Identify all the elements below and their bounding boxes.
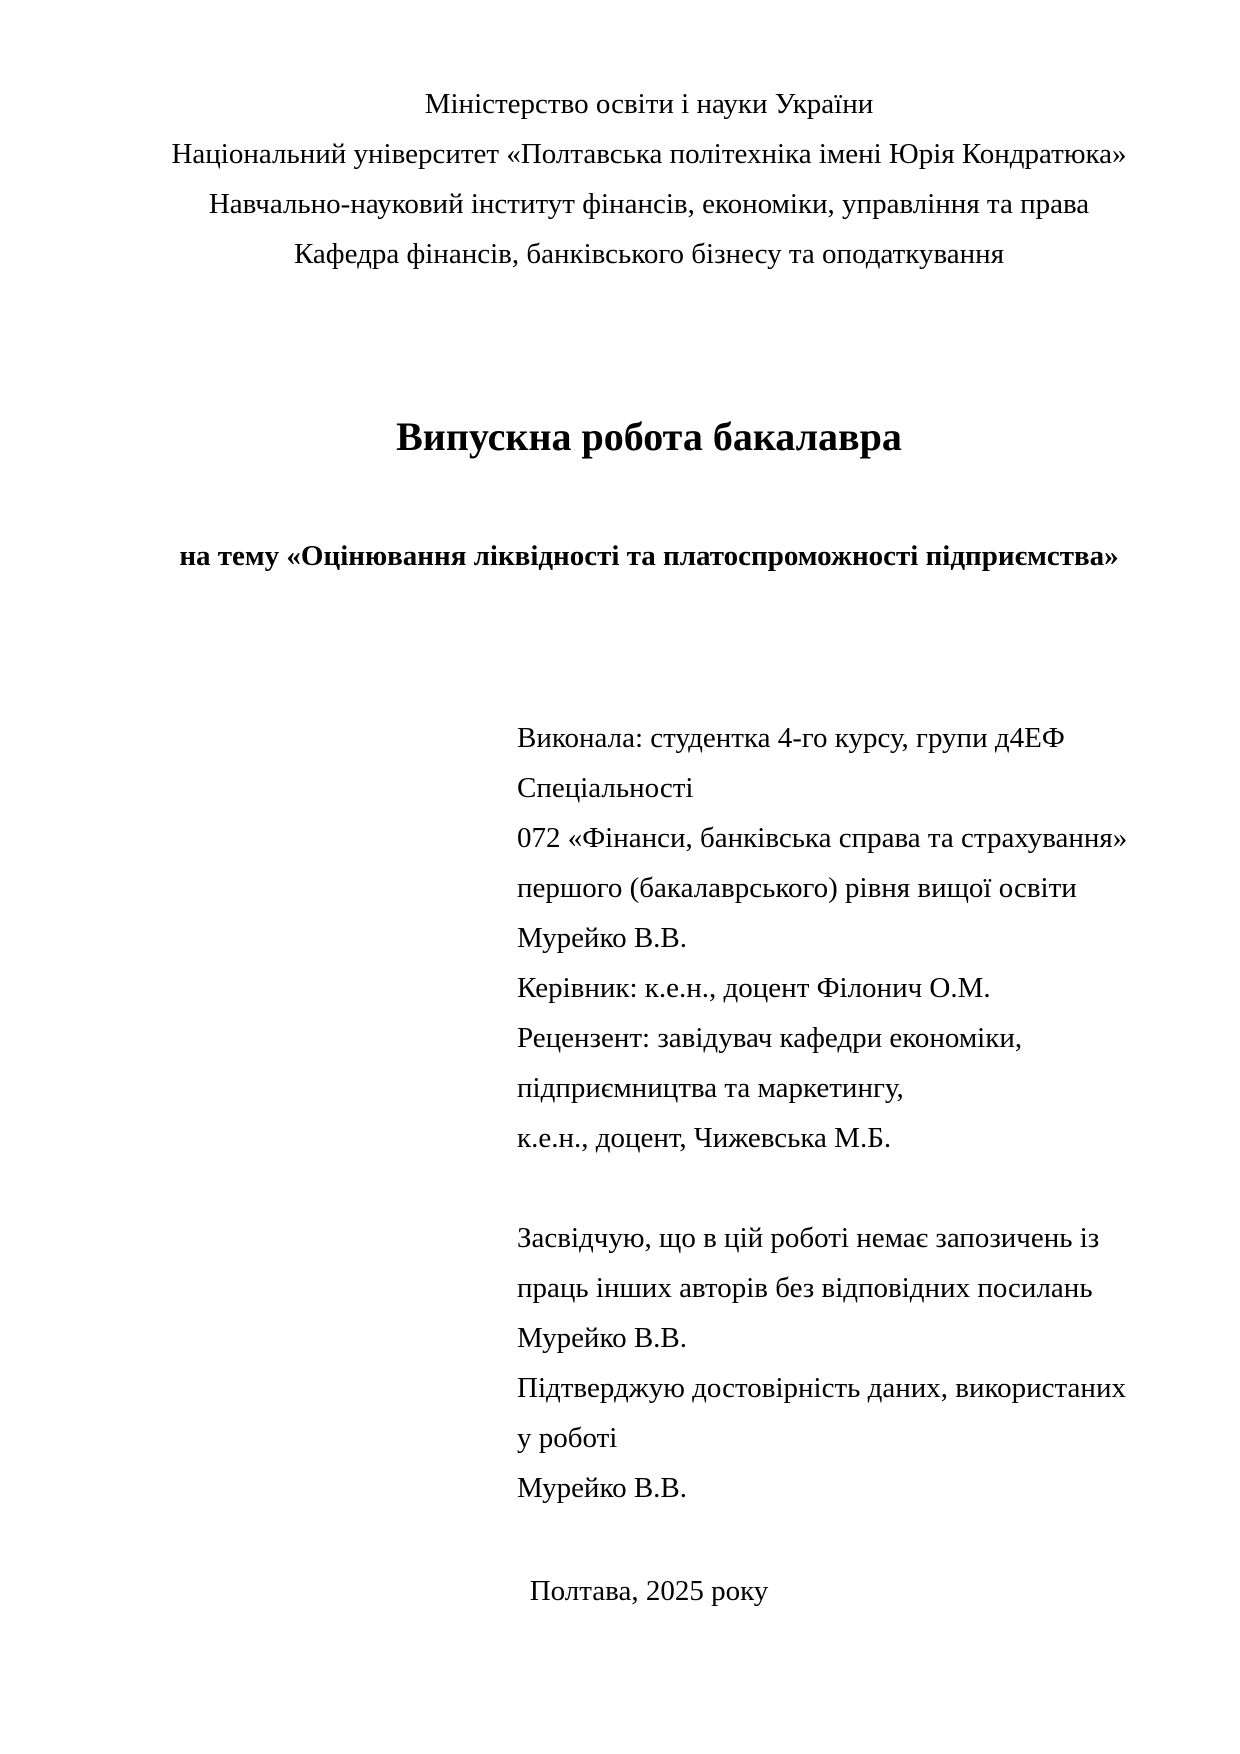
work-title: Випускна робота бакалавра	[396, 414, 902, 459]
university-line: Національний університет «Полтавська політехніка імені Юрія Кондратюка»	[171, 138, 1127, 170]
performer-line: Виконала: студентка 4-го курсу, групи д4ЕФ	[517, 722, 1065, 754]
ministry-line: Міністерство освіти і науки України	[424, 88, 874, 120]
declaration-line-4: у роботі	[517, 1422, 618, 1454]
specialty-label-line: Спеціальності	[517, 772, 694, 804]
institution-header	[58, 79, 1240, 279]
department-line: Кафедра фінансів, банківського бізнесу та оподаткування	[293, 238, 1005, 270]
degree-level-line: першого (бакалаврського) рівня вищої освіти	[517, 872, 1077, 904]
reviewer-line-2: підприємництва та маркетингу,	[517, 1072, 904, 1104]
declaration-line-2: праць інших авторів без відповідних посилань	[517, 1272, 1093, 1304]
spacer-line	[517, 1163, 1240, 1213]
specialty-code-line: 072 «Фінанси, банківська справа та страхування»	[517, 822, 1128, 854]
declaration-line-1: Засвідчую, що в цій роботі немає запозичень із	[517, 1222, 1100, 1254]
city-year-line: Полтава, 2025 року	[529, 1575, 769, 1607]
declaration-line-3: Підтверджую достовірність даних, використаних	[517, 1372, 1126, 1404]
institute-line: Навчально-науковий інститут фінансів, економіки, управління та права	[208, 188, 1090, 220]
declaration-signature-1: Мурейко В.В.	[517, 1322, 688, 1354]
reviewer-line-3: к.е.н., доцент, Чижевська М.Б.	[517, 1122, 892, 1154]
details-block	[58, 713, 1240, 1513]
student-name-line: Мурейко В.В.	[517, 922, 688, 954]
thesis-topic: на тему «Оцінювання ліквідності та платоспроможності підприємства»	[179, 540, 1119, 572]
declaration-signature-2: Мурейко В.В.	[517, 1472, 688, 1504]
supervisor-line: Керівник: к.е.н., доцент Філонич О.М.	[517, 972, 991, 1004]
reviewer-line-1: Рецензент: завідувач кафедри економіки,	[517, 1022, 1023, 1054]
